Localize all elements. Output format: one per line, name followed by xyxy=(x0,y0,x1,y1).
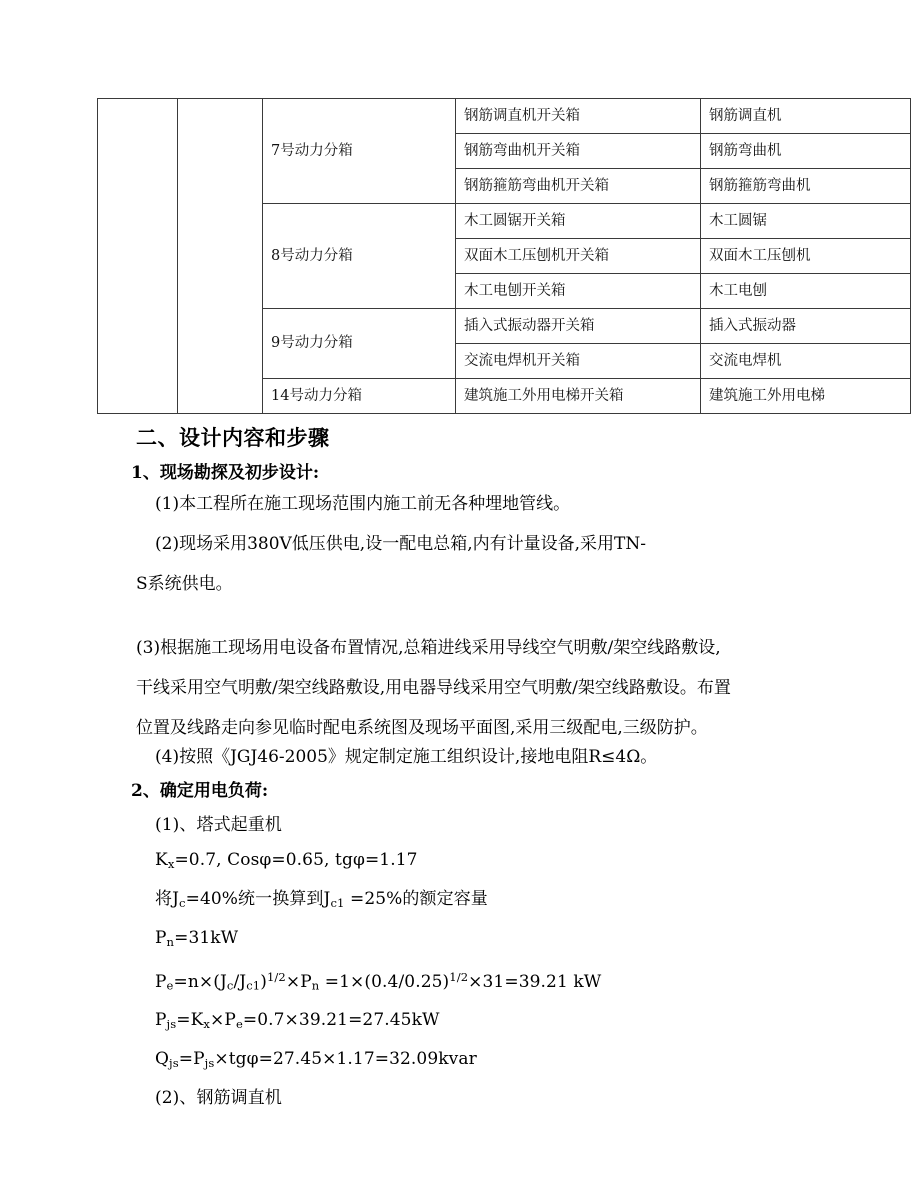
table-cell-switchbox: 钢筋调直机开关箱 xyxy=(456,99,701,134)
pe-expr-a: =n×(J xyxy=(173,971,227,992)
pe-expr-b: /J xyxy=(233,971,247,992)
pjs-tail: =0.7×39.21=27.45kW xyxy=(242,1010,440,1031)
table-cell-empty-col2 xyxy=(178,99,263,414)
formula-jc-conversion xyxy=(155,882,601,921)
paragraph-3-line-2: 干线采用空气明敷/架空线路敷设,用电器导线采用空气明敷/架空线路敷设。布置 xyxy=(136,678,731,698)
pe-sup-e: 1/2 xyxy=(449,969,469,984)
table-cell-device: 钢筋调直机 xyxy=(701,99,911,134)
equipment-table-container xyxy=(97,98,835,414)
pjs-sub2: e xyxy=(235,1017,243,1032)
section-heading: 二、设计内容和步骤 xyxy=(136,425,330,450)
tg-phi-value: tgφ=1.17 xyxy=(335,850,418,870)
pjs-subscript: js xyxy=(166,1017,177,1032)
table-cell-device: 钢筋弯曲机 xyxy=(701,134,911,169)
table-cell-device: 插入式振动器 xyxy=(701,309,911,344)
paragraph-2-line-1: (2)现场采用380V低压供电,设一配电总箱,内有计量设备,采用TN- xyxy=(155,534,646,554)
formula-pjs xyxy=(155,1003,601,1042)
table-cell-switchbox: 钢筋弯曲机开关箱 xyxy=(456,134,701,169)
paragraph-3-line-1: (3)根据施工现场用电设备布置情况,总箱进线采用导线空气明敷/架空线路敷设, xyxy=(136,638,721,658)
pe-symbol: P xyxy=(155,971,167,992)
table-body xyxy=(98,99,911,414)
table-cell-device: 木工圆锯 xyxy=(701,204,911,239)
qjs-symbol: Q xyxy=(155,1049,170,1070)
pjs-eq2: ×P xyxy=(210,1010,236,1031)
load-item-1-title: (1)、塔式起重机 xyxy=(155,815,282,835)
table-cell-box-8: 8号动力分箱 xyxy=(263,204,456,309)
formula-pn xyxy=(155,921,601,960)
table-cell-device: 建筑施工外用电梯 xyxy=(701,379,911,414)
jc1-subscript: c1 xyxy=(330,895,345,910)
pn-symbol: P xyxy=(155,927,167,948)
kx-value: =0.7, xyxy=(174,850,222,870)
qjs-sub1: js xyxy=(204,1056,215,1071)
jc-suffix: =25%的额定容量 xyxy=(344,888,488,909)
pe-sub-b: c1 xyxy=(246,978,261,993)
paragraph-2-line-2: S系统供电。 xyxy=(136,574,233,594)
pe-expr-d: ×P xyxy=(285,971,312,992)
pe-sub-d: n xyxy=(311,978,320,993)
jc-subscript: c xyxy=(179,895,186,910)
table-cell-box-7: 7号动力分箱 xyxy=(263,99,456,204)
qjs-eq1: =P xyxy=(178,1049,205,1070)
pe-expr-e: =1×(0.4/0.25) xyxy=(319,971,450,992)
qjs-tail: ×tgφ=27.45×1.17=32.09kvar xyxy=(214,1049,477,1070)
table-cell-box-9: 9号动力分箱 xyxy=(263,309,456,379)
kx-subscript: x xyxy=(167,856,175,871)
pe-subscript: e xyxy=(166,978,174,993)
table-cell-switchbox: 木工电刨开关箱 xyxy=(456,274,701,309)
pjs-symbol: P xyxy=(155,1010,167,1031)
formula-pe xyxy=(155,960,601,1004)
pn-subscript: n xyxy=(166,934,175,949)
table-cell-device: 双面木工压刨机 xyxy=(701,239,911,274)
pjs-eq1: =K xyxy=(176,1010,204,1031)
subheading-site-survey: 1、现场勘探及初步设计: xyxy=(131,463,320,483)
pe-expr-c: ) xyxy=(260,971,267,992)
table-cell-device: 交流电焊机 xyxy=(701,344,911,379)
table-cell-empty-col1 xyxy=(98,99,178,414)
equipment-distribution-table xyxy=(97,98,911,414)
kx-symbol: K xyxy=(155,850,168,870)
table-row xyxy=(98,99,911,134)
cos-phi-value: Cosφ=0.65, xyxy=(227,850,330,870)
paragraph-4: (4)按照《JGJ46-2005》规定制定施工组织设计,接地电阻R≤4Ω。 xyxy=(155,747,658,767)
table-cell-device: 木工电刨 xyxy=(701,274,911,309)
load-item-2-title: (2)、钢筋调直机 xyxy=(155,1088,282,1109)
table-cell-box-14: 14号动力分箱 xyxy=(263,379,456,414)
table-cell-switchbox: 双面木工压刨机开关箱 xyxy=(456,239,701,274)
table-cell-switchbox: 钢筋箍筋弯曲机开关箱 xyxy=(456,169,701,204)
formula-block xyxy=(155,808,601,1116)
pe-sub-a: c xyxy=(226,978,234,993)
paragraph-3 xyxy=(136,628,836,748)
pn-value: =31kW xyxy=(174,927,239,948)
qjs-subscript: js xyxy=(169,1056,179,1071)
paragraph-3-line-3: 位置及线路走向参见临时配电系统图及现场平面图,采用三级配电,三级防护。 xyxy=(136,718,708,738)
jc-middle: =40%统一换算到J xyxy=(185,888,331,909)
pe-expr-f: ×31=39.21 kW xyxy=(468,971,602,992)
paragraph-1: (1)本工程所在施工现场范围内施工前无各种埋地管线。 xyxy=(155,494,571,514)
pe-sup-c: 1/2 xyxy=(266,969,286,984)
subheading-load-determination: 2、确定用电负荷: xyxy=(131,781,269,801)
table-cell-switchbox: 建筑施工外用电梯开关箱 xyxy=(456,379,701,414)
table-cell-device: 钢筋箍筋弯曲机 xyxy=(701,169,911,204)
table-cell-switchbox: 插入式振动器开关箱 xyxy=(456,309,701,344)
formula-qjs xyxy=(155,1042,601,1081)
pjs-sub1: x xyxy=(203,1017,211,1032)
table-cell-switchbox: 木工圆锯开关箱 xyxy=(456,204,701,239)
jc-prefix: 将J xyxy=(155,888,180,909)
formula-coefficients xyxy=(155,843,601,882)
table-cell-switchbox: 交流电焊机开关箱 xyxy=(456,344,701,379)
